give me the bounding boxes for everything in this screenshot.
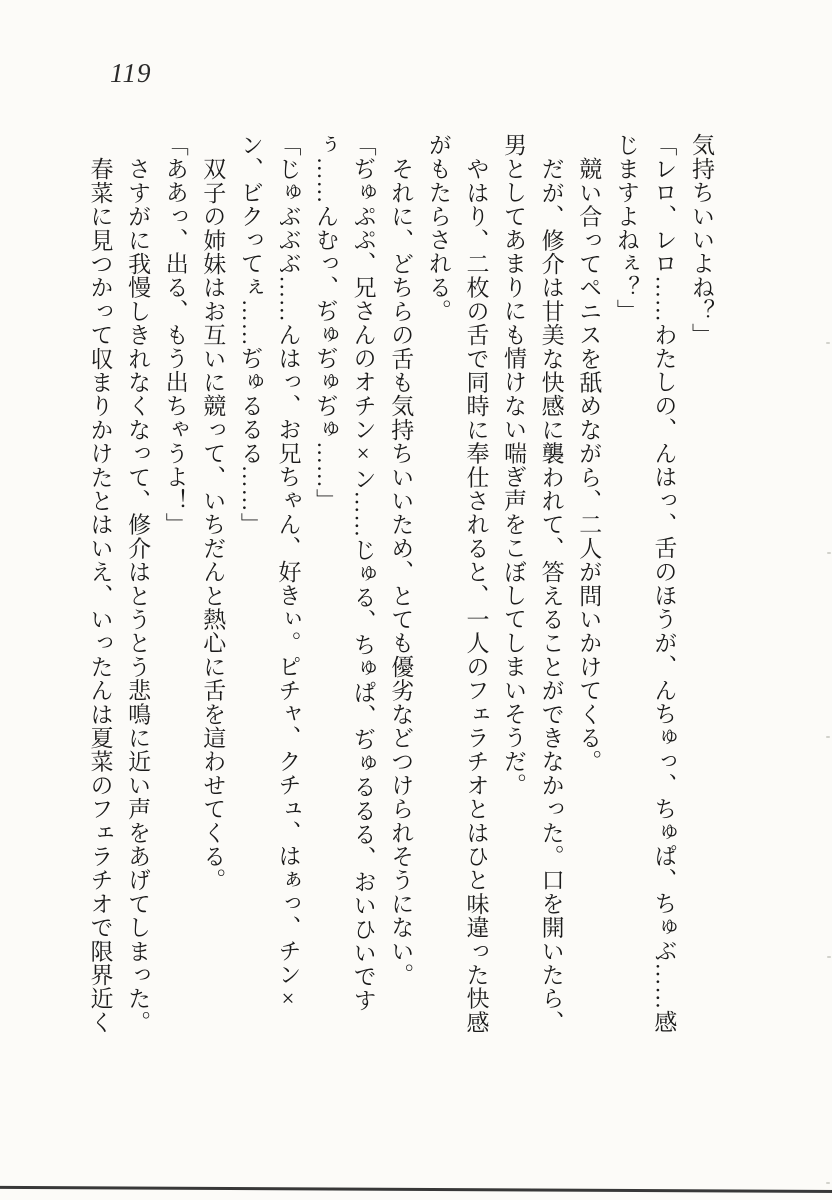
paragraph: 「じゅぶぶぶ……んはっ、お兄ちゃん、好きぃ。ピチャ、クチュ、はぁっ、チン×ン、ビクってぇ……ぢゅるるる……」: [237, 133, 301, 1012]
paragraph: 「ああっ、出る、もう出ちゃうよ！」: [162, 133, 188, 536]
scan-edge-artifact: [826, 1182, 830, 1184]
vertical-text-block: [80, 133, 720, 1035]
paragraph: 競い合ってペニスを舐めながら、二人が問いかけてくる。: [576, 157, 602, 774]
paragraph: 「レロ、レロ……わたしの、んはっ、舌のほうが、んちゅっ、ちゅぱ、ちゅぶ……感じますよねぇ？」: [613, 133, 677, 1034]
paragraph: 双子の姉妹はお互いに競って、いちだんと熱心に舌を這わせてくる。: [200, 157, 226, 892]
scan-edge-artifact: [826, 342, 830, 344]
page-number: 119: [110, 58, 152, 88]
paragraph: だが、修介は甘美な快感に襲われて、答えることができなかった。口を開いたら、男としてあまりにも情けない喘ぎ声をこぼしてしまいそうだ。: [501, 133, 564, 1034]
scan-edge-artifact: [827, 552, 831, 554]
paragraph: 春菜に見つかって収まりかけたとはいえ、いったんは夏菜のフェラチオで限界近く: [87, 157, 113, 1034]
scan-page-edge-line: [0, 1186, 832, 1193]
paragraph: やはり、二枚の舌で同時に奉仕されると、一人のフェラチオとはひと味違った快感がもたらされる。: [425, 133, 489, 1034]
paragraph: それに、どちらの舌も気持ちいいため、とても優劣などつけられそうにない。: [388, 157, 414, 987]
paragraph: 「ぢゅぷぷ、兄さんのオチン×ン……じゅる、ちゅぱ、ぢゅるるる、おいひいですぅ……んむっ、ぢゅぢゅぢゅ……」: [313, 133, 376, 1012]
paragraph: 気持ちいいよね？」: [689, 133, 714, 347]
paragraph: さすがに我慢しきれなくなって、修介はとうとう悲鳴に近い声をあげてしまった。: [125, 157, 151, 1034]
scan-edge-artifact: [826, 736, 830, 738]
scan-edge-artifact: [827, 956, 831, 958]
